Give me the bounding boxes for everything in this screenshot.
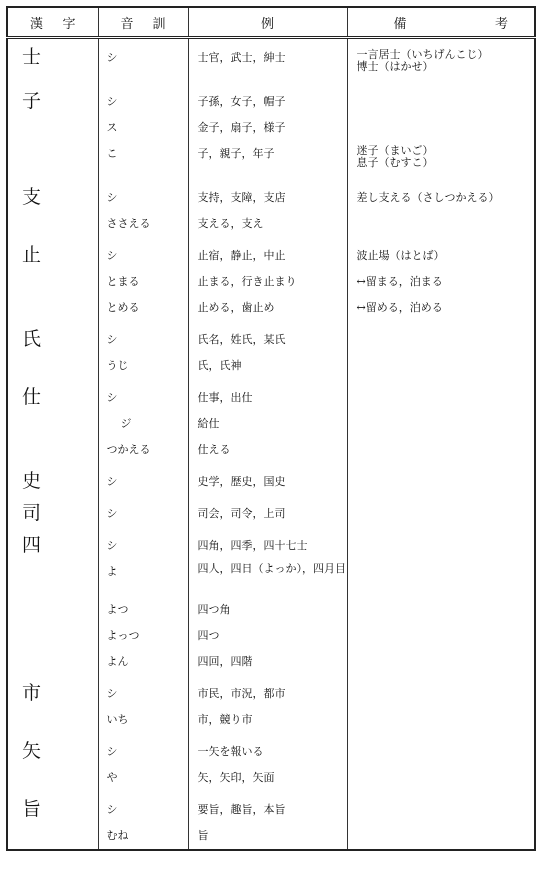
example: 四人，四日（よっか），四月目	[197, 562, 346, 575]
reading: シ	[106, 507, 118, 520]
kanji-cell: 士	[22, 46, 42, 68]
kanji-cell: 史	[22, 470, 42, 492]
kanji-reading-table	[6, 6, 536, 851]
reading: うじ	[106, 359, 129, 372]
table-header	[7, 7, 535, 38]
reading: シ	[106, 391, 118, 404]
reading-cell	[98, 321, 188, 379]
example: 市民，市況，都市	[197, 687, 286, 700]
note: 波止場（はとば）	[356, 249, 445, 262]
table-row	[7, 237, 535, 321]
example: 四回，四階	[197, 655, 253, 668]
example: 支持，支障，支店	[197, 191, 286, 204]
table-row	[7, 675, 535, 733]
example: 四つ	[197, 629, 220, 642]
kanji-cell: 子	[22, 90, 42, 112]
table-row	[7, 321, 535, 379]
example: 止まる，行き止まり	[197, 275, 297, 288]
example: 氏名，姓氏，某氏	[197, 333, 286, 346]
example: 要旨，趣旨，本旨	[197, 803, 286, 816]
reading: よ	[106, 565, 118, 578]
reading: シ	[106, 475, 118, 488]
table-row	[7, 463, 535, 495]
reading: シ	[106, 803, 118, 816]
header-example: 例	[188, 7, 347, 38]
note-cell	[347, 463, 535, 495]
kanji-cell: 止	[22, 244, 42, 266]
reading: ささえる	[106, 217, 151, 230]
table-row	[7, 38, 535, 84]
reading: シ	[106, 745, 118, 758]
reading-cell	[98, 733, 188, 791]
example-cell	[188, 321, 347, 379]
note-cell	[347, 733, 535, 791]
example: 給仕	[197, 417, 220, 430]
reading: シ	[106, 95, 118, 108]
reading: や	[106, 771, 118, 784]
example-cell	[188, 733, 347, 791]
example: 止める，歯止め	[197, 301, 275, 314]
kanji-cell: 四	[22, 534, 42, 556]
reading-cell	[98, 179, 188, 237]
note: 一言居士（いちげんこじ） 博士（はかせ）	[356, 48, 489, 73]
note-cell	[347, 791, 535, 850]
note: 差し支える（さしつかえる）	[356, 191, 500, 204]
reading: こ	[106, 147, 118, 160]
example: 史学，歴史，国史	[197, 475, 286, 488]
note-cell	[347, 38, 535, 84]
kanji-cell: 矢	[22, 740, 42, 762]
example: 仕える	[197, 443, 231, 456]
reading: よつ	[106, 603, 129, 616]
reading-cell	[98, 495, 188, 527]
reading-cell	[98, 83, 188, 179]
kanji-cell: 仕	[22, 386, 42, 408]
reading-cell	[98, 379, 188, 463]
example: 止宿，静止，中止	[197, 249, 286, 262]
reading: ジ	[120, 417, 132, 430]
example-cell	[188, 237, 347, 321]
table-row	[7, 527, 535, 675]
note-cell	[347, 83, 535, 179]
table-row	[7, 791, 535, 850]
header-kanji: 漢 字	[7, 7, 98, 38]
note-cell	[347, 527, 535, 675]
reading: よっつ	[106, 629, 140, 642]
reading: むね	[106, 829, 129, 842]
example-cell	[188, 791, 347, 850]
example-cell	[188, 463, 347, 495]
reading-cell	[98, 791, 188, 850]
note: ↔留まる，泊まる	[356, 275, 443, 288]
reading: シ	[106, 191, 118, 204]
example: 金子，扇子，様子	[197, 121, 286, 134]
example-cell	[188, 83, 347, 179]
header-note: 備 考	[347, 7, 535, 38]
reading: シ	[106, 51, 118, 64]
example: 市，競り市	[197, 713, 253, 726]
table-body	[7, 38, 535, 851]
reading: シ	[106, 687, 118, 700]
example: 支える，支え	[197, 217, 264, 230]
example: 子孫，女子，帽子	[197, 95, 286, 108]
table-row	[7, 733, 535, 791]
kanji-cell: 旨	[22, 798, 42, 820]
table-row	[7, 495, 535, 527]
note: ↔留める，泊める	[356, 301, 443, 314]
reading-cell	[98, 463, 188, 495]
reading: いち	[106, 713, 129, 726]
table-row	[7, 83, 535, 179]
example-cell	[188, 379, 347, 463]
reading: よん	[106, 655, 129, 668]
note-cell	[347, 179, 535, 237]
reading: とめる	[106, 301, 140, 314]
header-onkun: 音 訓	[98, 7, 188, 38]
note-cell	[347, 321, 535, 379]
table-row	[7, 379, 535, 463]
kanji-cell: 氏	[22, 328, 42, 350]
reading: ス	[106, 121, 118, 134]
example: 氏，氏神	[197, 359, 242, 372]
note-cell	[347, 237, 535, 321]
example-cell	[188, 179, 347, 237]
example: 子，親子，年子	[197, 147, 275, 160]
kanji-cell: 司	[22, 502, 42, 524]
example-cell	[188, 38, 347, 84]
table-row	[7, 179, 535, 237]
example: 司会，司令，上司	[197, 507, 286, 520]
reading: とまる	[106, 275, 140, 288]
reading-cell	[98, 675, 188, 733]
kanji-cell: 支	[22, 186, 42, 208]
note: 迷子（まいご） 息子（むすこ）	[356, 144, 434, 169]
note-cell	[347, 379, 535, 463]
example: 旨	[197, 829, 209, 842]
kanji-cell: 市	[22, 682, 42, 704]
example: 四つ角	[197, 603, 231, 616]
reading: つかえる	[106, 443, 151, 456]
example: 一矢を報いる	[197, 745, 264, 758]
example: 仕事，出仕	[197, 391, 253, 404]
example-cell	[188, 495, 347, 527]
example: 四角，四季，四十七士	[197, 539, 308, 552]
example-cell	[188, 527, 347, 675]
reading: シ	[106, 333, 118, 346]
reading: シ	[106, 249, 118, 262]
note-cell	[347, 675, 535, 733]
reading-cell	[98, 38, 188, 84]
example-cell	[188, 675, 347, 733]
reading-cell	[98, 527, 188, 675]
example: 士官，武士，紳士	[197, 51, 286, 64]
note-cell	[347, 495, 535, 527]
reading: シ	[106, 539, 118, 552]
example: 矢，矢印，矢面	[197, 771, 275, 784]
reading-cell	[98, 237, 188, 321]
